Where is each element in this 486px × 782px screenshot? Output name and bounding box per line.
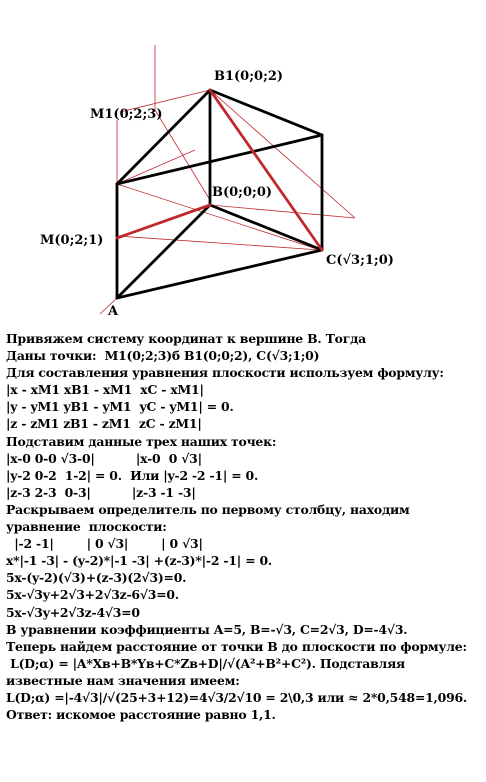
text-line: 5x-√3y+2√3+2√3z-6√3=0. [6,587,179,603]
text-line: Даны точки: M1(0;2;3)б B1(0;0;2), C(√3;1;0) [6,348,320,364]
text-line: |x - xM1 xB1 - xM1 xC - xM1| [6,382,204,398]
text-line: L(D;α) =|-4√3|/√(25+3+12)=4√3/2√10 = 2\0,3 или ≈ 2*0,548=1,096. [6,689,468,705]
label-a: A [108,304,119,319]
answer-line: Ответ: искомое расстояние равно 1,1. [6,707,276,723]
text-line: Теперь найдем расстояние от точки В до плоскости по формуле: [6,638,467,654]
label-b: B(0;0;0) [212,185,273,200]
text-line: |y - yM1 yB1 - yM1 yC - yM1| = 0. [6,399,234,415]
text-line: x*|-1 -3| - (y-2)*|-1 -3| +(z-3)*|-2 -1| = 0. [6,553,273,569]
text-line: |z - zM1 zB1 - zM1 zC - zM1| [6,416,202,432]
label-m1: M1(0;2;3) [90,107,163,122]
text-line: Привяжем систему координат к вершине В. Тогда [6,331,366,346]
text-line: L(D;α) = |A*Xв+B*Yв+C*Zв+D|/√(A²+B²+C²). Подставляя [6,655,405,671]
text-line: |z-3 2-3 0-3| |z-3 -1 -3| [6,484,196,500]
text-line: известные нам значения имеем: [6,672,240,688]
label-c: C(√3;1;0) [326,253,394,268]
text-line: |-2 -1| | 0 √3| | 0 √3| [6,536,203,552]
label-m: M(0;2;1) [40,233,104,248]
text-line: Подставим данные трех наших точек: [6,433,277,449]
text-line: 5x-√3y+2√3z-4√3=0 [6,604,140,620]
text-line: |y-2 0-2 1-2| = 0. Или |y-2 -2 -1| = 0. [6,467,259,483]
text-line: В уравнении коэффициенты A=5, B=-√3, C=2√3, D=-4√3. [6,621,408,637]
text-line: уравнение плоскости: [6,519,167,535]
text-line: Для составления уравнения плоскости используем формулу: [6,365,444,381]
text-line: |x-0 0-0 √3-0| |x-0 0 √3| [6,450,202,466]
label-b1: B1(0;0;2) [214,69,284,84]
geometry-figure [0,0,486,330]
text-line: 5x-(y-2)(√3)+(z-3)(2√3)=0. [6,570,187,586]
solution-text [6,330,482,723]
text-line: Раскрываем определитель по первому столбцу, находим [6,501,410,517]
